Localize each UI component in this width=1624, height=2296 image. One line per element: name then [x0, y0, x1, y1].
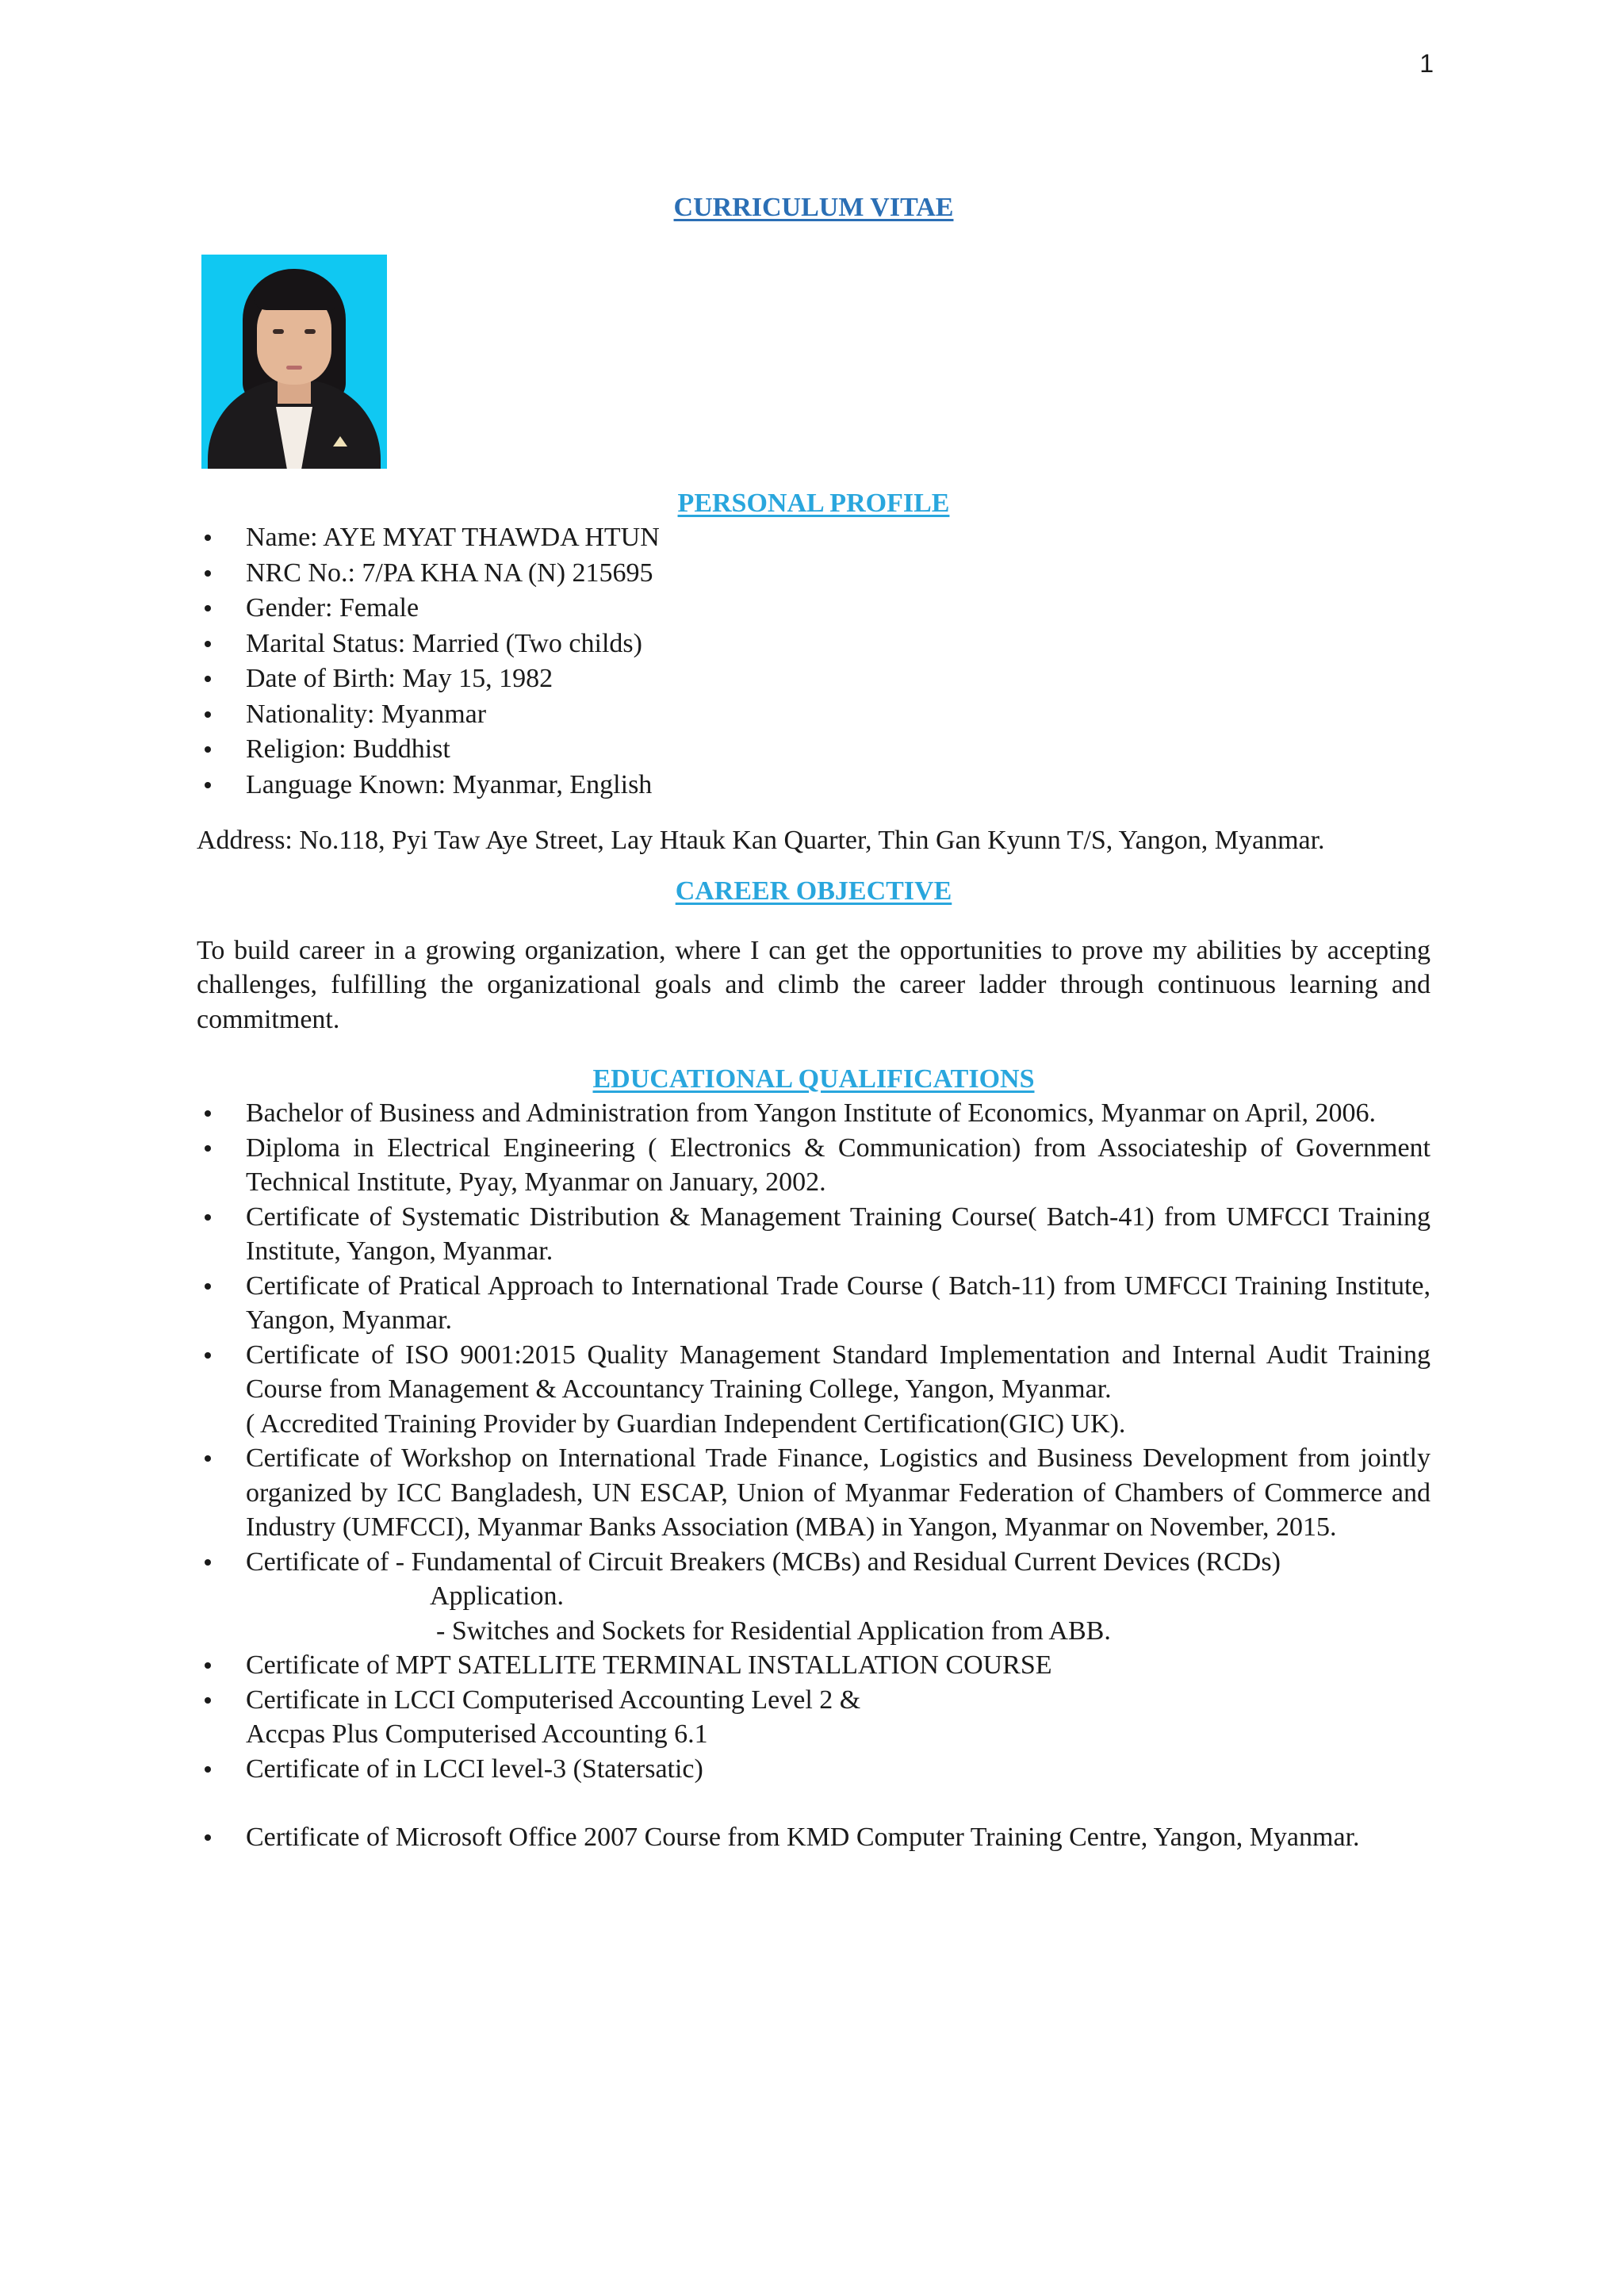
education-item-mpt: Certificate of MPT SATELLITE TERMINAL INSTALLATION COURSE: [197, 1648, 1431, 1683]
profile-item-gender: Gender: Female: [197, 591, 1431, 627]
lcci-line-1: Certificate in LCCI Computerised Accounting Level 2 &: [246, 1685, 861, 1715]
photo-lapel-pin: [333, 436, 347, 447]
profile-item-date-of-birth: Date of Birth: May 15, 1982: [197, 661, 1431, 697]
iso-certificate-text: Certificate of ISO 9001:2015 Quality Management Standard Implementation and Internal Audit Training Course from Management & Accountancy Training College, Yangon, Myanmar.: [246, 1340, 1431, 1404]
education-item-workshop: Certificate of Workshop on International Trade Finance, Logistics and Business Development from jointly organized by ICC Bangladesh, UN ESCAP, Union of Myanmar Federation of Chambers of Commerce and Industry (UMFCCI), Myanmar Banks Association (MBA) in Yangon, Myanmar on November, 2015.: [197, 1441, 1431, 1545]
education-list: [197, 1096, 1431, 1855]
document-title: CURRICULUM VITAE: [673, 193, 954, 222]
education-item: Diploma in Electrical Engineering ( Electronics & Communication) from Associateship of Government Technical Institute, Pyay, Myanmar on January, 2002.: [197, 1131, 1431, 1200]
lcci-line-2: Accpas Plus Computerised Accounting 6.1: [246, 1719, 708, 1749]
profile-item-marital-status: Marital Status: Married (Two childs): [197, 627, 1431, 662]
profile-item-nationality: Nationality: Myanmar: [197, 697, 1431, 733]
iso-accreditation-note: ( Accredited Training Provider by Guardian Independent Certification(GIC) UK).: [246, 1409, 1126, 1439]
education-item-iso: [197, 1338, 1431, 1442]
photo-eye-left: [273, 329, 284, 334]
education-item-lcci-level-3: Certificate of in LCCI level-3 (Statersatic): [197, 1752, 1431, 1787]
abb-line-1: Certificate of - Fundamental of Circuit Breakers (MCBs) and Residual Current Devices (RCDs): [246, 1547, 1281, 1577]
photo-fringe: [254, 282, 335, 310]
career-objective-text: To build career in a growing organization, where I can get the opportunities to prove my abilities by accepting challenges, fulfilling the organizational goals and climb the career ladder through continuous learning and commitment.: [197, 935, 1431, 1034]
education-item: Bachelor of Business and Administration from Yangon Institute of Economics, Myanmar on April, 2006.: [197, 1096, 1431, 1131]
personal-profile-heading: PERSONAL PROFILE: [677, 489, 950, 518]
address: Address: No.118, Pyi Taw Aye Street, Lay Htauk Kan Quarter, Thin Gan Kyunn T/S, Yangon, Myanmar.: [197, 826, 1325, 855]
career-objective-heading: CAREER OBJECTIVE: [675, 876, 952, 906]
photo-eye-right: [304, 329, 316, 334]
education-item-lcci: [197, 1683, 1431, 1752]
profile-item-name: Name: AYE MYAT THAWDA HTUN: [197, 520, 1431, 556]
education-heading: EDUCATIONAL QUALIFICATIONS: [592, 1064, 1035, 1094]
education-item-abb: [197, 1545, 1431, 1649]
education-item: Certificate of Systematic Distribution & Management Training Course( Batch-41) from UMFCCI Training Institute, Yangon, Myanmar.: [197, 1200, 1431, 1269]
abb-line-3: - Switches and Sockets for Residential Application from ABB.: [436, 1616, 1111, 1646]
profile-photo: [201, 255, 387, 469]
education-item: Certificate of Pratical Approach to International Trade Course ( Batch-11) from UMFCCI Training Institute, Yangon, Myanmar.: [197, 1269, 1431, 1338]
page-number: 1: [1419, 49, 1434, 78]
personal-profile-list: [197, 520, 1431, 803]
cv-content: [197, 190, 1431, 1855]
abb-line-2: Application.: [430, 1581, 565, 1611]
education-item-ms-office: Certificate of Microsoft Office 2007 Course from KMD Computer Training Centre, Yangon, Myanmar.: [197, 1820, 1431, 1855]
profile-item-nrc: NRC No.: 7/PA KHA NA (N) 215695: [197, 556, 1431, 592]
profile-item-religion: Religion: Buddhist: [197, 732, 1431, 768]
photo-mouth: [286, 366, 302, 370]
profile-item-languages: Language Known: Myanmar, English: [197, 768, 1431, 803]
